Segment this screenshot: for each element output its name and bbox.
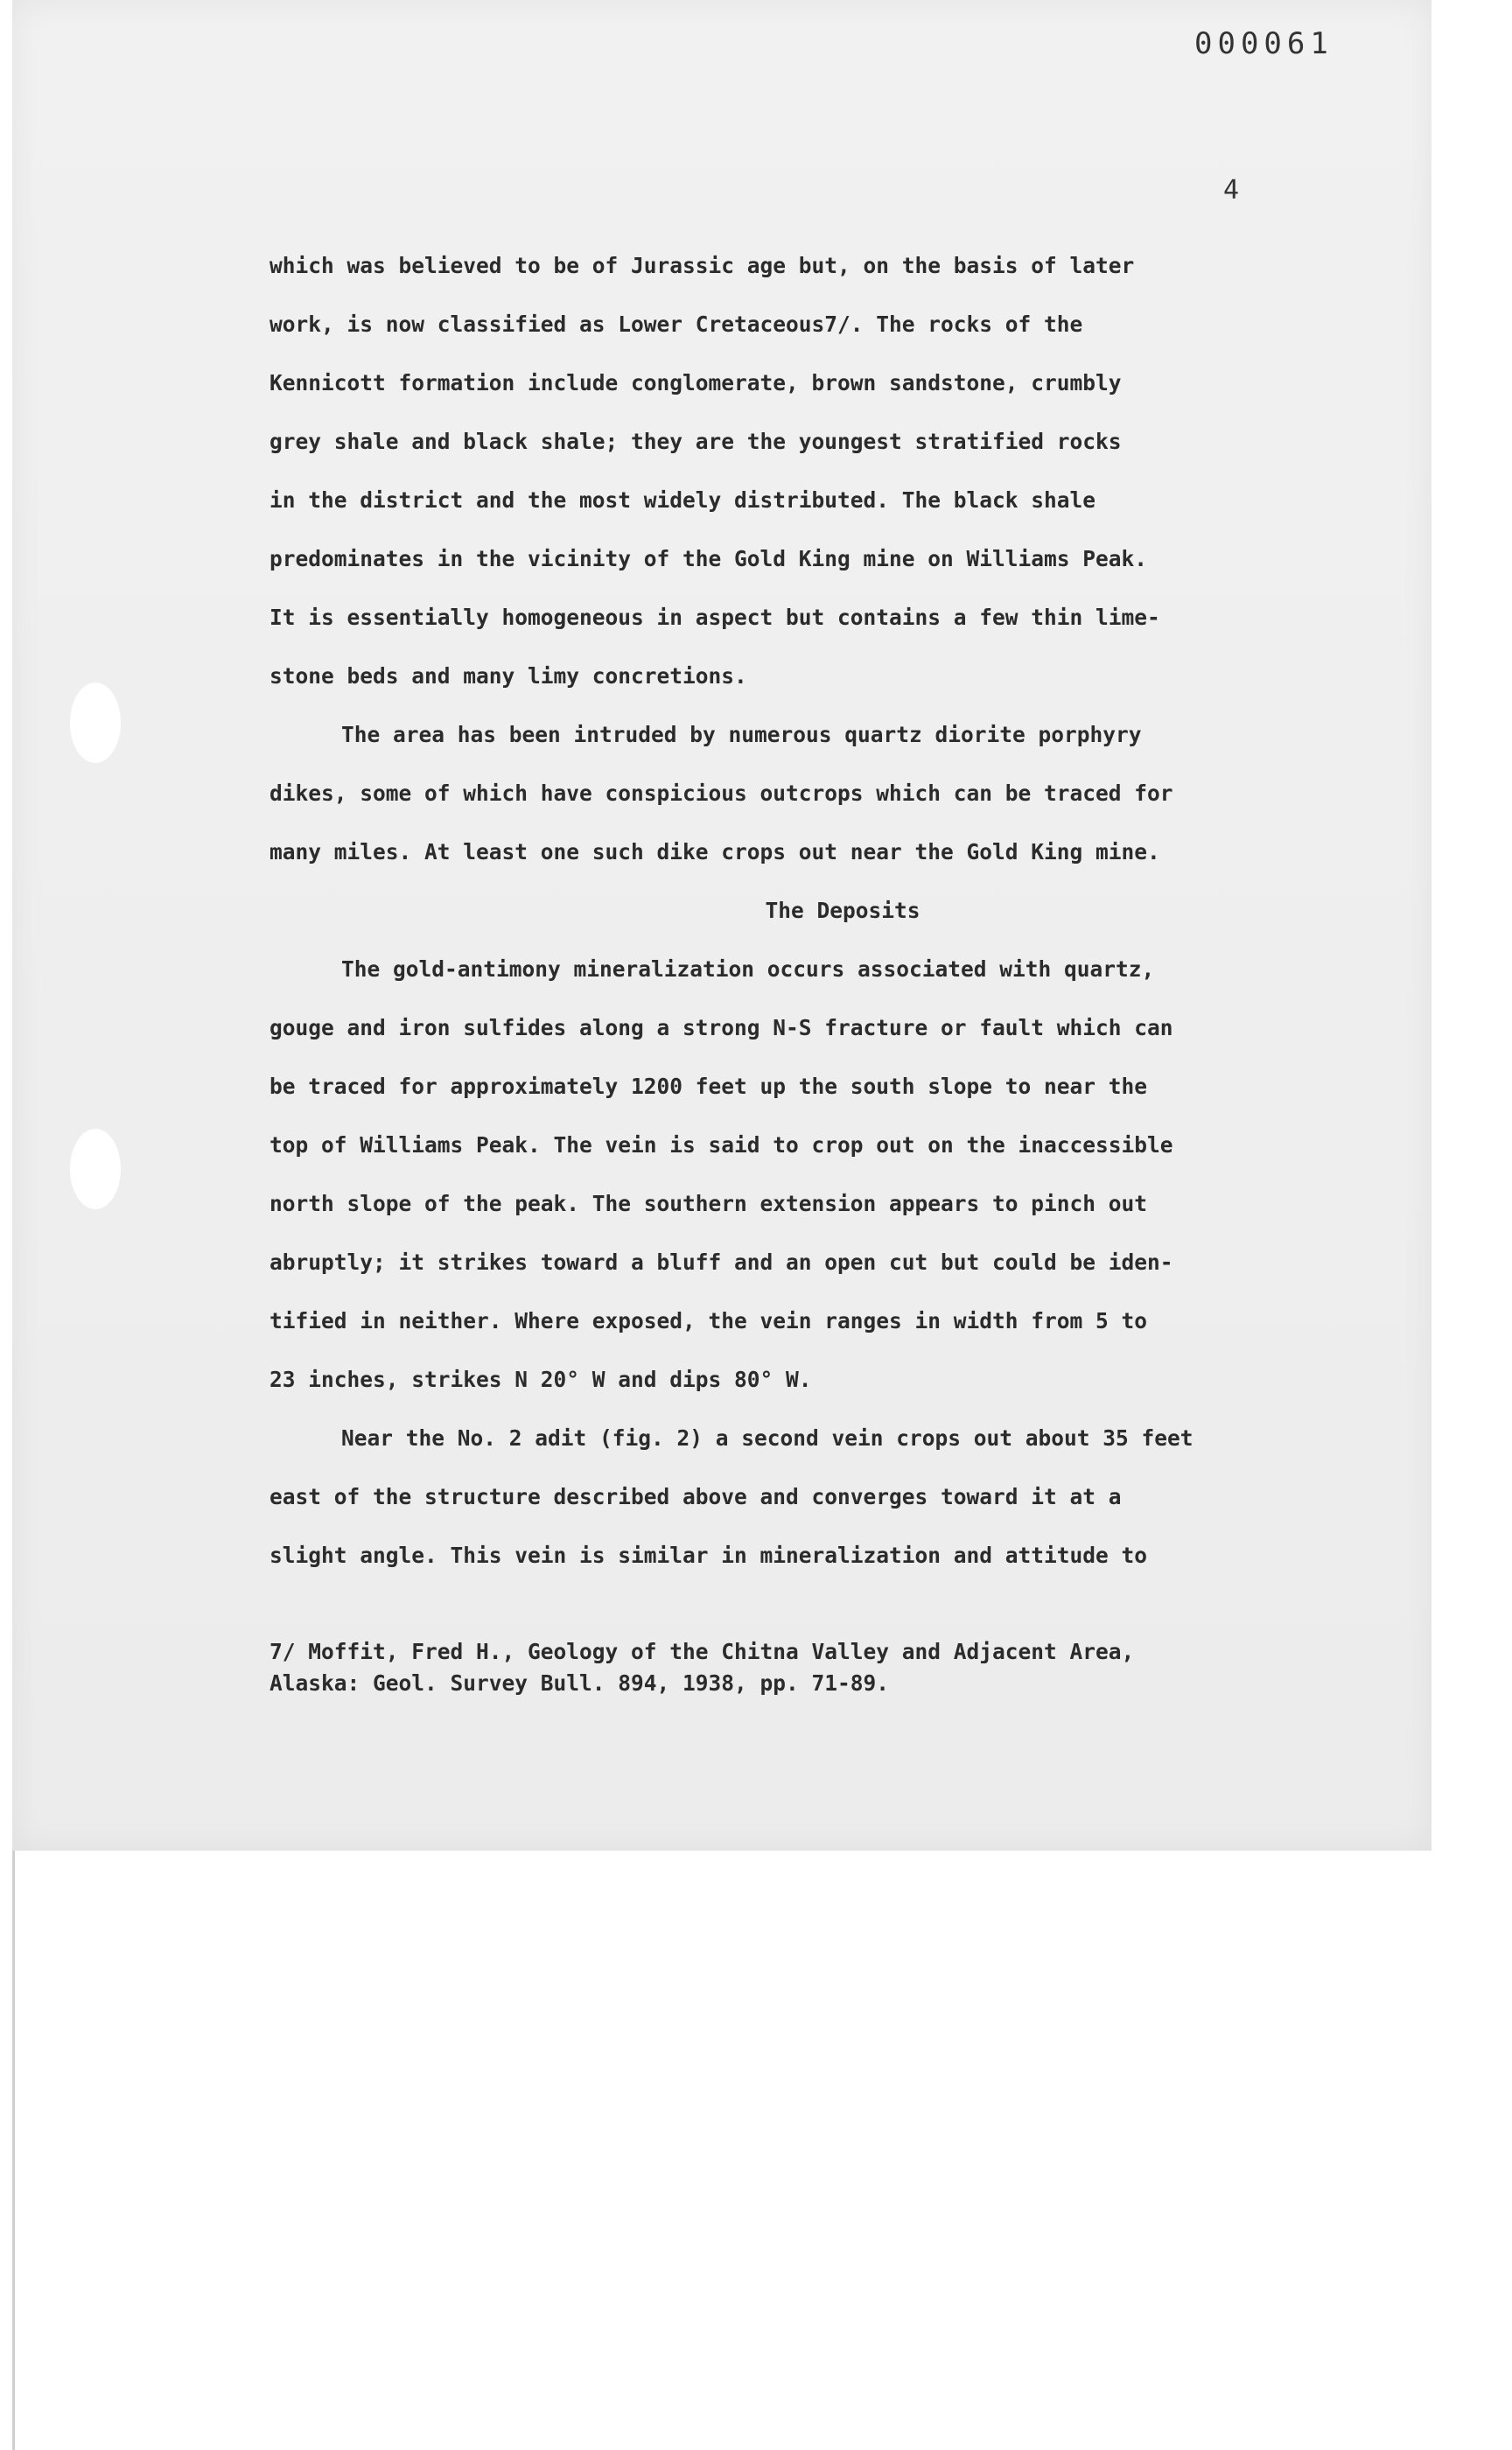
page-number: 4 <box>1223 175 1240 206</box>
text-line: gouge and iron sulfides along a strong N-S fracture or fault which can <box>270 1015 1173 1040</box>
text-line: dikes, some of which have conspicious outcrops which can be traced for <box>270 780 1173 806</box>
footnote-line: 7/ Moffit, Fred H., Geology of the Chitna Valley and Adjacent Area, <box>270 1639 1135 1664</box>
text-line: tified in neither. Where exposed, the vein ranges in width from 5 to <box>270 1308 1148 1334</box>
text-line: work, is now classified as Lower Cretaceous7/. The rocks of the <box>270 312 1083 337</box>
text-line: It is essentially homogeneous in aspect but contains a few thin lime- <box>270 605 1160 630</box>
footnote <box>270 1636 1372 1699</box>
text-line: stone beds and many limy concretions. <box>270 663 747 689</box>
document-serial-number: 000061 <box>1194 26 1334 61</box>
text-line: in the district and the most widely distributed. The black shale <box>270 487 1096 513</box>
text-line: be traced for approximately 1200 feet up the south slope to near the <box>270 1074 1148 1099</box>
text-line: The gold-antimony mineralization occurs associated with quartz, <box>341 956 1155 982</box>
text-line: The area has been intruded by numerous quartz diorite porphyry <box>341 722 1142 747</box>
text-line: many miles. At least one such dike crops out near the Gold King mine. <box>270 839 1160 864</box>
text-line: grey shale and black shale; they are the youngest stratified rocks <box>270 429 1122 454</box>
text-line: 23 inches, strikes N 20° W and dips 80° W. <box>270 1367 812 1392</box>
punch-hole <box>70 1129 121 1209</box>
footnote-line: Alaska: Geol. Survey Bull. 894, 1938, pp. 71-89. <box>270 1670 890 1696</box>
text-line: Kennicott formation include conglomerate, brown sandstone, crumbly <box>270 370 1122 396</box>
text-line: Near the No. 2 adit (fig. 2) a second vein crops out about 35 feet <box>341 1425 1194 1451</box>
body-text <box>270 236 1363 1585</box>
text-line: slight angle. This vein is similar in mineralization and attitude to <box>270 1543 1148 1568</box>
text-line: predominates in the vicinity of the Gold King mine on Williams Peak. <box>270 546 1148 571</box>
text-line: east of the structure described above and converges toward it at a <box>270 1484 1122 1509</box>
text-line: abruptly; it strikes toward a bluff and an open cut but could be iden- <box>270 1250 1173 1275</box>
punch-hole <box>70 682 121 763</box>
text-line: top of Williams Peak. The vein is said to crop out on the inaccessible <box>270 1132 1173 1158</box>
text-line: which was believed to be of Jurassic age but, on the basis of later <box>270 253 1135 278</box>
section-heading: The Deposits <box>765 898 920 923</box>
text-line: north slope of the peak. The southern extension appears to pinch out <box>270 1191 1148 1216</box>
